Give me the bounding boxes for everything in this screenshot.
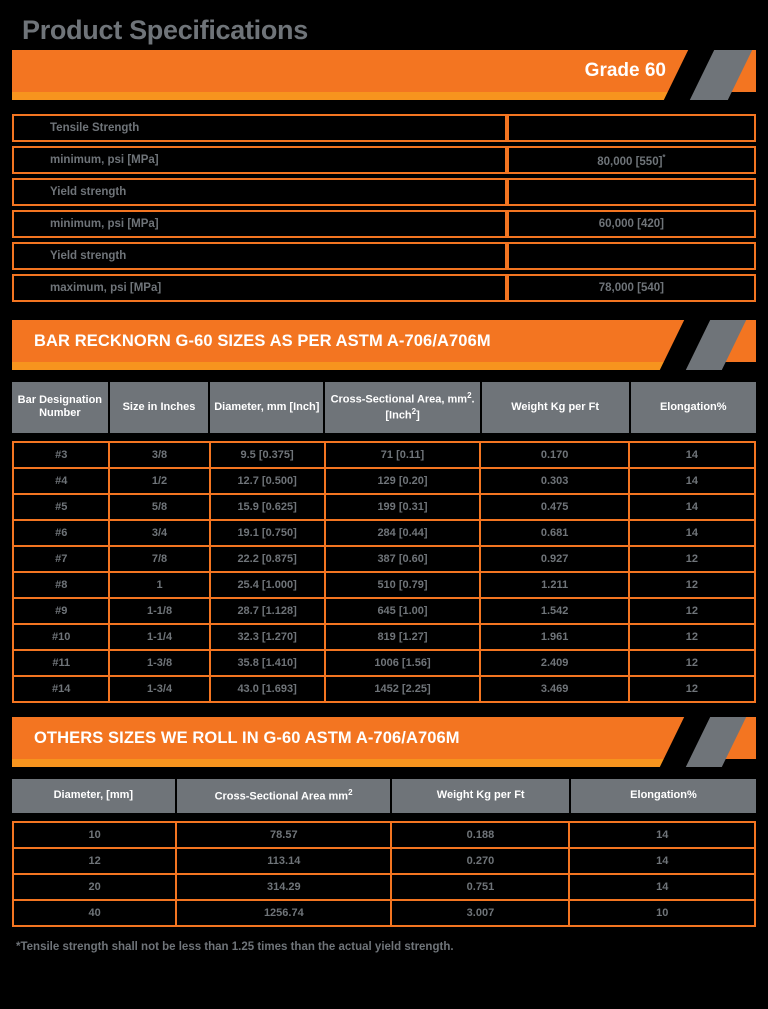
table-cell: 1.961 (480, 624, 628, 650)
table-cell: 1452 [2.25] (325, 676, 481, 702)
spec-row-label: minimum, psi [MPa] (12, 210, 507, 238)
spec-row-label: maximum, psi [MPa] (12, 274, 507, 302)
table-cell: 25.4 [1.000] (210, 572, 325, 598)
table-cell: #8 (13, 572, 109, 598)
table-row (13, 520, 755, 546)
table-cell: 35.8 [1.410] (210, 650, 325, 676)
table-cell: 0.681 (480, 520, 628, 546)
bar-sizes-banner-title: BAR RECKNORN G-60 SIZES AS PER ASTM A-706/A706M (34, 332, 491, 350)
table-cell: 129 [0.20] (325, 468, 481, 494)
table-cell: 12 (629, 676, 755, 702)
other-sizes-banner-title: OTHERS SIZES WE ROLL IN G-60 ASTM A-706/A706M (34, 728, 460, 747)
table-row (13, 598, 755, 624)
table-cell: 12.7 [0.500] (210, 468, 325, 494)
table-cell: 1.211 (480, 572, 628, 598)
column-header: Diameter, [mm] (12, 779, 176, 813)
table-cell: 12 (629, 598, 755, 624)
spec-row (12, 178, 756, 206)
table-cell: 1/2 (109, 468, 209, 494)
table-cell: 19.1 [0.750] (210, 520, 325, 546)
spec-row (12, 114, 756, 142)
table-cell: 78.57 (176, 822, 391, 848)
table-cell: 3/8 (109, 442, 209, 468)
table-cell: #9 (13, 598, 109, 624)
specification-table-body (12, 114, 756, 302)
table-cell: 0.170 (480, 442, 628, 468)
table-cell: 3/4 (109, 520, 209, 546)
spec-row-value: 78,000 [540] (507, 274, 756, 302)
spec-row-label: Yield strength (12, 242, 507, 270)
grade-banner (12, 50, 756, 100)
table-cell: 10 (13, 822, 176, 848)
table-cell: 10 (569, 900, 755, 926)
column-header: Bar Designation Number (12, 382, 109, 433)
table-cell: #14 (13, 676, 109, 702)
table-cell: 1256.74 (176, 900, 391, 926)
table-cell: 314.29 (176, 874, 391, 900)
table-cell: 387 [0.60] (325, 546, 481, 572)
banner-footer-strip (12, 92, 684, 100)
table-cell: 3.469 (480, 676, 628, 702)
table-row (13, 572, 755, 598)
table-cell: 22.2 [0.875] (210, 546, 325, 572)
spec-row-label: minimum, psi [MPa] (12, 146, 507, 174)
column-header: Elongation% (630, 382, 757, 433)
table-cell: 14 (569, 874, 755, 900)
table-row (13, 494, 755, 520)
grade-label: Grade 60 (584, 60, 666, 81)
table-cell: 1-1/4 (109, 624, 209, 650)
table-cell: 0.927 (480, 546, 628, 572)
table-cell: 3.007 (391, 900, 569, 926)
table-row (13, 900, 755, 926)
table-cell: 9.5 [0.375] (210, 442, 325, 468)
other-sizes-data-table (12, 821, 756, 927)
table-cell: 28.7 [1.128] (210, 598, 325, 624)
spec-row-label: Yield strength (12, 178, 507, 206)
table-cell: 40 (13, 900, 176, 926)
table-cell: 1-3/8 (109, 650, 209, 676)
table-cell: 12 (13, 848, 176, 874)
bar-sizes-data-body (13, 442, 755, 702)
table-row (13, 546, 755, 572)
table-cell: #5 (13, 494, 109, 520)
table-cell: 819 [1.27] (325, 624, 481, 650)
table-cell: 645 [1.00] (325, 598, 481, 624)
table-row (13, 624, 755, 650)
spec-row-value (507, 178, 756, 206)
table-cell: 32.3 [1.270] (210, 624, 325, 650)
other-sizes-header-table (12, 779, 756, 813)
spec-row (12, 274, 756, 302)
table-row (13, 874, 755, 900)
column-header: Cross-Sectional Area, $mm^2$. [Inch$^2$] (324, 382, 480, 433)
table-cell: 14 (569, 848, 755, 874)
banner-footer-strip (12, 759, 680, 767)
table-cell: 0.270 (391, 848, 569, 874)
other-sizes-section-banner (12, 717, 756, 767)
table-cell: 1-1/8 (109, 598, 209, 624)
other-sizes-header-row (12, 779, 756, 813)
table-cell: 20 (13, 874, 176, 900)
table-cell: 5/8 (109, 494, 209, 520)
table-cell: 1-3/4 (109, 676, 209, 702)
table-cell: #4 (13, 468, 109, 494)
spec-row-value: 60,000 [420] (507, 210, 756, 238)
bar-sizes-data-table (12, 441, 756, 703)
table-cell: 12 (629, 624, 755, 650)
table-cell: 12 (629, 650, 755, 676)
table-cell: 71 [0.11] (325, 442, 481, 468)
bar-sizes-header-row (12, 382, 756, 433)
page-title: Product Specifications (22, 15, 308, 45)
table-row (13, 848, 755, 874)
spec-row (12, 210, 756, 238)
banner-footer-strip (12, 362, 680, 370)
table-cell: 14 (629, 520, 755, 546)
other-sizes-data-body (13, 822, 755, 926)
table-cell: 0.188 (391, 822, 569, 848)
table-cell: 199 [0.31] (325, 494, 481, 520)
table-cell: 12 (629, 572, 755, 598)
table-cell: #11 (13, 650, 109, 676)
table-cell: 43.0 [1.693] (210, 676, 325, 702)
table-cell: 14 (629, 442, 755, 468)
bar-sizes-header-table (12, 382, 756, 433)
table-cell: 1.542 (480, 598, 628, 624)
table-cell: #3 (13, 442, 109, 468)
spec-row-value: 80,000 [550]* (507, 146, 756, 174)
footnote: *Tensile strength shall not be less than 1.25 times than the actual yield strength. (16, 941, 454, 954)
table-cell: 1 (109, 572, 209, 598)
table-cell: 510 [0.79] (325, 572, 481, 598)
table-cell: #6 (13, 520, 109, 546)
bar-sizes-section-banner (12, 320, 756, 370)
table-cell: #10 (13, 624, 109, 650)
table-row (13, 822, 755, 848)
table-row (13, 442, 755, 468)
column-header: Weight Kg per Ft (481, 382, 630, 433)
table-cell: 14 (629, 494, 755, 520)
table-cell: 15.9 [0.625] (210, 494, 325, 520)
table-cell: 0.303 (480, 468, 628, 494)
column-header: Cross-Sectional Area $mm^2$ (176, 779, 392, 813)
table-cell: 0.751 (391, 874, 569, 900)
table-cell: 0.475 (480, 494, 628, 520)
table-cell: #7 (13, 546, 109, 572)
table-row (13, 650, 755, 676)
table-cell: 284 [0.44] (325, 520, 481, 546)
table-cell: 2.409 (480, 650, 628, 676)
column-header: Size in Inches (109, 382, 209, 433)
table-cell: 12 (629, 546, 755, 572)
table-cell: 14 (569, 822, 755, 848)
column-header: Elongation% (570, 779, 756, 813)
column-header: Diameter, mm [Inch] (209, 382, 324, 433)
spec-row-value (507, 114, 756, 142)
spec-row-value (507, 242, 756, 270)
table-cell: 14 (629, 468, 755, 494)
table-row (13, 468, 755, 494)
specification-table (12, 110, 756, 306)
spec-row (12, 146, 756, 174)
table-row (13, 676, 755, 702)
table-cell: 7/8 (109, 546, 209, 572)
spec-row (12, 242, 756, 270)
table-cell: 113.14 (176, 848, 391, 874)
column-header: Weight Kg per Ft (391, 779, 570, 813)
table-cell: 1006 [1.56] (325, 650, 481, 676)
spec-row-label: Tensile Strength (12, 114, 507, 142)
